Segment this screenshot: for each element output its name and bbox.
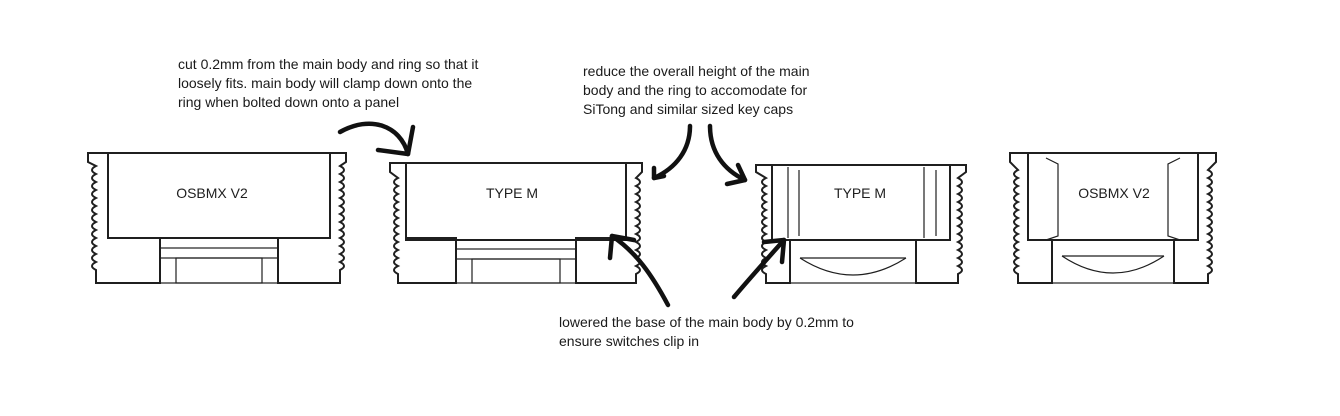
note-line: lowered the base of the main body by 0.2mm to (559, 314, 854, 330)
ring-right (576, 163, 642, 283)
ring-left (1010, 153, 1052, 283)
note-line: reduce the overall height of the main (583, 63, 810, 79)
switch-dome (1062, 256, 1164, 273)
section-label: TYPE M (485, 185, 539, 201)
switch-cavity (472, 259, 560, 283)
curved-arrow-icon (734, 240, 784, 297)
ring-left (88, 153, 160, 283)
clip-slot-lines (788, 167, 936, 238)
base-step (160, 248, 278, 258)
body-base (160, 238, 278, 283)
section-osbmx-v2-low-profile (1010, 153, 1216, 283)
switch-cavity (176, 258, 262, 283)
switch-dome (800, 258, 906, 275)
note-line: body and the ring to accomodate for (583, 82, 808, 98)
section-type-m-modified (390, 163, 642, 283)
note-line: SiTong and similar sized key caps (583, 101, 794, 117)
main-body (406, 163, 626, 240)
ring-left (390, 163, 456, 283)
ring-right (278, 153, 346, 283)
section-osbmx-v2-original (88, 153, 346, 283)
note-line: loosely fits. main body will clamp down onto the (178, 75, 473, 91)
note-line: ring when bolted down onto a panel (178, 94, 400, 110)
section-label: OSBMX V2 (176, 185, 248, 201)
note-line: ensure switches clip in (559, 333, 700, 349)
curved-arrow-icon (340, 124, 413, 154)
section-label: OSBMX V2 (1078, 185, 1150, 201)
ring-right (1174, 153, 1216, 283)
section-label: TYPE M (833, 185, 887, 201)
curved-arrow-icon (654, 126, 690, 178)
curved-arrow-icon (710, 126, 745, 184)
body-base (456, 240, 576, 283)
body-base (790, 240, 916, 283)
base-step (456, 249, 576, 259)
section-type-m-low-profile (756, 165, 966, 283)
note-line: cut 0.2mm from the main body and ring so that it (178, 56, 479, 72)
